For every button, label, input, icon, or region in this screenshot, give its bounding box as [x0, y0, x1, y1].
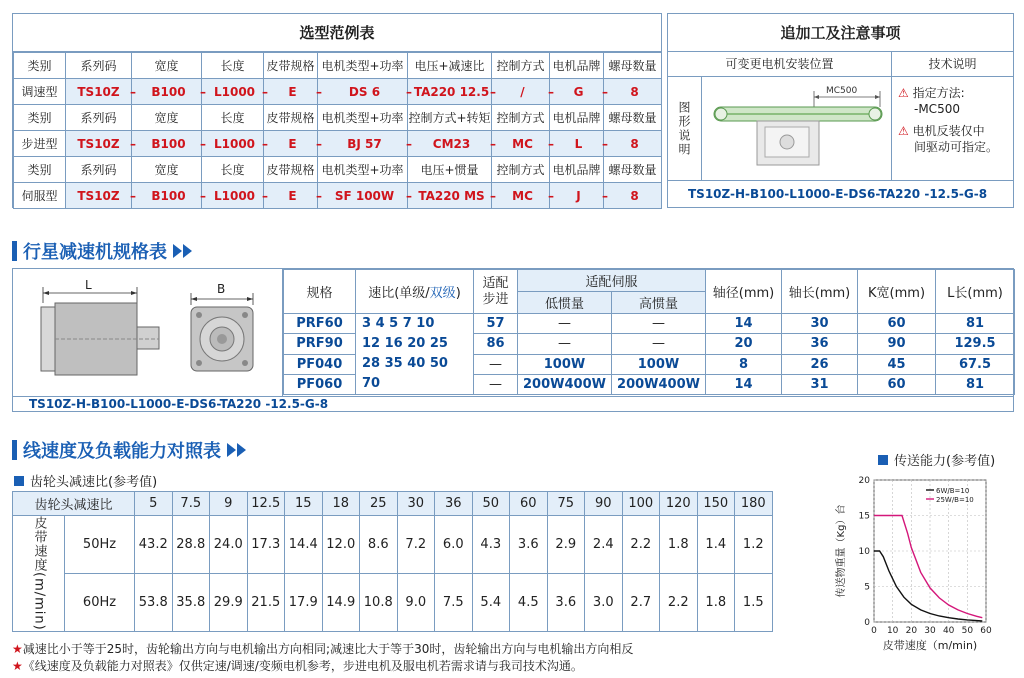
sel-value-cell — [202, 131, 264, 157]
ratio-header: 18 — [322, 492, 360, 516]
extra-vlabel: 图形说明 — [668, 77, 702, 180]
sel-dash: – — [200, 188, 206, 203]
row-d: 8 — [706, 354, 782, 374]
sel-value: TS10Z — [77, 188, 120, 203]
sel-value: E — [288, 84, 297, 99]
speed-section-header — [12, 437, 247, 463]
sel-value: BJ 57 — [347, 136, 382, 151]
sel-value: DS 6 — [348, 84, 381, 99]
sel-value: B100 — [151, 136, 186, 151]
speed-cell: 1.8 — [697, 573, 735, 631]
ratio-header: 50 — [472, 492, 510, 516]
star-icon: ★ — [12, 642, 23, 656]
sel-header-cell: 长度 — [202, 157, 264, 183]
footnote-1: ★减速比小于等于25时，齿轮输出方向与电机输出方向相同;减速比大于等于30时，齿轮输出方向与电机输出方向相反 — [12, 642, 634, 656]
speed-cell: 1.2 — [735, 516, 773, 574]
planetary-section-header — [12, 238, 193, 264]
extra-col-mount: 可变更电机安装位置 — [668, 52, 892, 76]
x-tick-label: 50 — [961, 626, 974, 636]
speed-cell: 10.8 — [360, 573, 398, 631]
footnote-2: ★《线速度及负载能力对照表》仅供定速/调速/变频电机参考，步进电机及服电机若需求请与我司技术沟通。 — [12, 659, 583, 673]
row-high: — — [612, 314, 706, 334]
h-l: L长(mm) — [936, 270, 1015, 314]
speed-cell: 3.6 — [547, 573, 585, 631]
note2-b: 间驱动可指定。 — [914, 140, 999, 154]
ratio-header: 9 — [210, 492, 248, 516]
sel-value-cell — [202, 183, 264, 209]
row-step: 86 — [474, 334, 518, 354]
sel-value-cell — [132, 131, 202, 157]
x-tick-label: 60 — [980, 626, 992, 636]
speed-cell: 35.8 — [172, 573, 210, 631]
conveyor-diagram — [702, 77, 892, 180]
row-spec: PF060 — [284, 374, 356, 394]
sel-header-cell: 皮带规格 — [264, 53, 318, 79]
row-l: 36 — [782, 334, 858, 354]
sel-dash: – — [602, 136, 608, 151]
speed-section-title: 线速度及负载能力对照表 — [23, 441, 221, 462]
sel-value-cell — [318, 131, 408, 157]
h-ratio: 速比(单级/双级) — [356, 270, 474, 314]
h-spec: 规格 — [284, 270, 356, 314]
sel-header-cell: 皮带规格 — [264, 105, 318, 131]
sel-header-cell: 电机类型+功率 — [318, 157, 408, 183]
sel-value-cell — [264, 183, 318, 209]
row-d: 20 — [706, 334, 782, 354]
side-label-text: 皮带速度(m/min) — [31, 516, 47, 631]
sel-header-cell: 电机品牌 — [550, 157, 604, 183]
row-spec: PF040 — [284, 354, 356, 374]
x-tick-label: 30 — [924, 626, 936, 636]
note2-a: 电机反装仅中 — [912, 124, 985, 138]
sel-value: L1000 — [213, 84, 256, 99]
speed-cell: 2.7 — [622, 573, 660, 631]
extra-processing-panel — [667, 13, 1014, 208]
sel-value-cell — [604, 79, 662, 105]
sel-header-cell: 电机品牌 — [550, 53, 604, 79]
sel-value: J — [576, 188, 581, 203]
double-arrow-icon — [173, 244, 193, 258]
sel-dash: – — [406, 84, 412, 99]
speed-cell: 2.2 — [660, 573, 698, 631]
sel-header-cell: 宽度 — [132, 157, 202, 183]
h-servo: 适配伺服 — [518, 270, 706, 292]
sel-header-cell: 电机品牌 — [550, 105, 604, 131]
sel-header-cell: 螺母数量 — [604, 105, 662, 131]
speed-cell: 12.0 — [322, 516, 360, 574]
sel-header-cell: 类别 — [14, 157, 66, 183]
ratio-header: 36 — [435, 492, 473, 516]
sel-header-cell: 系列码 — [66, 157, 132, 183]
sel-dash: – — [406, 188, 412, 203]
sel-header-cell: 控制方式+转矩 — [408, 105, 492, 131]
planetary-code: TS10Z-H-B100-L1000-E-DS6-TA220 -12.5-G-8 — [13, 396, 1013, 412]
speed-cell: 17.9 — [285, 573, 323, 631]
sel-value-cell — [132, 79, 202, 105]
speed-cell: 1.4 — [697, 516, 735, 574]
sel-value-cell — [550, 79, 604, 105]
sel-value-cell — [202, 79, 264, 105]
speed-cell: 4.3 — [472, 516, 510, 574]
sel-value: B100 — [151, 188, 186, 203]
sel-dash: – — [490, 188, 496, 203]
sel-value-cell — [318, 183, 408, 209]
speed-cell: 28.8 — [172, 516, 210, 574]
row-L: 129.5 — [936, 334, 1015, 354]
speed-table — [12, 491, 773, 632]
speed-cell: 2.9 — [547, 516, 585, 574]
h-k: K宽(mm) — [858, 270, 936, 314]
row-high: 200W400W — [612, 374, 706, 394]
h-high: 高惯量 — [612, 292, 706, 314]
row-k: 90 — [858, 334, 936, 354]
h-shaft-d: 轴径(mm) — [706, 270, 782, 314]
sel-header-cell: 长度 — [202, 53, 264, 79]
sel-value-cell — [132, 183, 202, 209]
warning-icon: ⚠ — [898, 86, 909, 100]
sel-value-cell — [492, 131, 550, 157]
row-k: 60 — [858, 314, 936, 334]
belt-speed-label — [13, 516, 65, 632]
sel-value-cell — [604, 131, 662, 157]
sel-dash: – — [602, 84, 608, 99]
ratio-header: 5 — [135, 492, 173, 516]
sel-value: / — [520, 84, 525, 99]
row-d: 14 — [706, 374, 782, 394]
speed-cell: 5.4 — [472, 573, 510, 631]
sel-header-cell: 电机类型+功率 — [318, 53, 408, 79]
row-step: — — [474, 374, 518, 394]
sel-dash: – — [548, 84, 554, 99]
sel-value: L1000 — [213, 188, 256, 203]
ratio-header: 30 — [397, 492, 435, 516]
sel-dash: – — [548, 188, 554, 203]
row-step: — — [474, 354, 518, 374]
speed-sub-title: 齿轮头减速比(参考值) — [30, 475, 158, 490]
speed-cell: 7.5 — [435, 573, 473, 631]
sel-value-cell — [318, 79, 408, 105]
row-L: 81 — [936, 314, 1015, 334]
sel-value-cell — [550, 131, 604, 157]
dim-B-label: B — [217, 282, 226, 296]
sel-category: 步进型 — [14, 131, 66, 157]
y-tick-label: 15 — [858, 511, 870, 522]
speed-cell: 6.0 — [435, 516, 473, 574]
sel-header-cell: 宽度 — [132, 105, 202, 131]
sel-header-cell: 控制方式 — [492, 53, 550, 79]
sel-value-cell — [408, 131, 492, 157]
sel-dash: – — [316, 136, 322, 151]
x-axis-label: 皮带速度（m/min) — [882, 639, 978, 652]
selection-title: 选型范例表 — [13, 14, 661, 52]
sel-dash: – — [316, 84, 322, 99]
sel-dash: – — [130, 136, 136, 151]
speed-cell: 4.5 — [510, 573, 548, 631]
dim-L-label: L — [85, 278, 92, 292]
sel-category: 伺服型 — [14, 183, 66, 209]
sel-header-cell: 类别 — [14, 105, 66, 131]
sel-value-cell — [604, 183, 662, 209]
speed-cell: 2.4 — [585, 516, 623, 574]
sel-value: TS10Z — [77, 136, 120, 151]
sel-header-cell: 长度 — [202, 105, 264, 131]
row-low: — — [518, 334, 612, 354]
sel-value-cell — [264, 79, 318, 105]
hz-50: 50Hz — [65, 516, 135, 574]
sel-value: 8 — [630, 136, 639, 151]
sel-dash: – — [130, 84, 136, 99]
square-bullet-icon — [878, 455, 888, 465]
sel-dash: – — [490, 136, 496, 151]
sel-dash: – — [406, 136, 412, 151]
sel-value: MC — [512, 188, 533, 203]
sel-header-cell: 电压+减速比 — [408, 53, 492, 79]
x-tick-label: 40 — [942, 626, 955, 636]
ratio-list: 3 4 5 7 10 12 16 20 25 28 35 40 50 70 — [356, 314, 474, 395]
row-spec: PRF90 — [284, 334, 356, 354]
sel-value: E — [288, 136, 297, 151]
h-low: 低惯量 — [518, 292, 612, 314]
h-gear-ratio: 齿轮头减速比 — [13, 492, 135, 516]
speed-cell: 3.6 — [510, 516, 548, 574]
sel-value-cell — [66, 131, 132, 157]
sel-dash: – — [130, 188, 136, 203]
legend-entry: 6W/B=10 — [936, 487, 970, 495]
sel-value: 8 — [630, 84, 639, 99]
speed-cell: 9.0 — [397, 573, 435, 631]
speed-cell: 1.5 — [735, 573, 773, 631]
sel-header-cell: 皮带规格 — [264, 157, 318, 183]
hz-60: 60Hz — [65, 573, 135, 631]
selection-table — [13, 52, 662, 209]
planetary-section-title: 行星减速机规格表 — [23, 242, 167, 263]
sel-value: L1000 — [213, 136, 256, 151]
planetary-table — [283, 269, 1015, 395]
dim-mc500: MC500 — [826, 86, 858, 96]
row-k: 60 — [858, 374, 936, 394]
sel-value: SF 100W — [334, 188, 395, 203]
y-tick-label: 20 — [858, 476, 870, 486]
note1-a: 指定方法: — [912, 86, 965, 100]
sel-dash: – — [200, 136, 206, 151]
speed-cell: 14.9 — [322, 573, 360, 631]
sel-dash: – — [200, 84, 206, 99]
row-low: 100W — [518, 354, 612, 374]
speed-cell: 2.2 — [622, 516, 660, 574]
reducer-drawing — [13, 269, 283, 396]
sel-header-cell: 系列码 — [66, 105, 132, 131]
speed-cell: 1.8 — [660, 516, 698, 574]
extra-code: TS10Z-H-B100-L1000-E-DS6-TA220 -12.5-G-8 — [688, 187, 988, 201]
h-step: 适配 步进 — [474, 270, 518, 314]
sel-dash: – — [548, 136, 554, 151]
double-arrow-icon — [227, 443, 247, 457]
sel-value: MC — [512, 136, 533, 151]
sel-dash: – — [602, 188, 608, 203]
sel-value-cell — [264, 131, 318, 157]
extra-title: 追加工及注意事项 — [668, 14, 1013, 52]
extra-col-tech: 技术说明 — [928, 57, 977, 71]
sel-header-cell: 电机类型+功率 — [318, 105, 408, 131]
row-step: 57 — [474, 314, 518, 334]
legend-entry: 25W/B=10 — [936, 496, 974, 504]
warning-icon: ⚠ — [898, 124, 909, 138]
ratio-header: 25 — [360, 492, 398, 516]
y-tick-label: 5 — [864, 582, 870, 593]
ratio-header: 120 — [660, 492, 698, 516]
sel-header-cell: 控制方式 — [492, 157, 550, 183]
speed-cell: 29.9 — [210, 573, 248, 631]
speed-subheader — [14, 471, 157, 490]
ratio-header: 15 — [285, 492, 323, 516]
sel-value-cell — [492, 79, 550, 105]
sel-dash: – — [262, 136, 268, 151]
row-k: 45 — [858, 354, 936, 374]
ratio-header: 75 — [547, 492, 585, 516]
speed-cell: 24.0 — [210, 516, 248, 574]
row-l: 26 — [782, 354, 858, 374]
planetary-panel — [12, 268, 1014, 412]
chart-title: 传送能力(参考值) — [878, 450, 995, 469]
sel-value-cell — [408, 79, 492, 105]
y-tick-label: 0 — [864, 618, 870, 628]
row-l: 31 — [782, 374, 858, 394]
x-tick-label: 0 — [871, 626, 877, 636]
sel-value: TA220 MS — [418, 188, 485, 203]
speed-cell: 17.3 — [247, 516, 285, 574]
sel-value: TA220 12.5 — [413, 84, 490, 99]
sel-value: L — [574, 136, 583, 151]
row-low: 200W400W — [518, 374, 612, 394]
speed-cell: 8.6 — [360, 516, 398, 574]
row-l: 30 — [782, 314, 858, 334]
sel-header-cell: 螺母数量 — [604, 157, 662, 183]
sel-value: TS10Z — [77, 84, 120, 99]
sel-value-cell — [66, 183, 132, 209]
sel-value: E — [288, 188, 297, 203]
x-tick-label: 10 — [886, 626, 899, 636]
sel-header-cell: 类别 — [14, 53, 66, 79]
row-d: 14 — [706, 314, 782, 334]
row-low: — — [518, 314, 612, 334]
speed-cell: 21.5 — [247, 573, 285, 631]
row-spec: PRF60 — [284, 314, 356, 334]
row-L: 67.5 — [936, 354, 1015, 374]
square-bullet-icon — [14, 476, 24, 486]
ratio-header: 60 — [510, 492, 548, 516]
ratio-header: 100 — [622, 492, 660, 516]
ratio-header: 90 — [585, 492, 623, 516]
sel-header-cell: 螺母数量 — [604, 53, 662, 79]
speed-cell: 53.8 — [135, 573, 173, 631]
h-shaft-l: 轴长(mm) — [782, 270, 858, 314]
sel-value-cell — [492, 183, 550, 209]
sel-value: 8 — [630, 188, 639, 203]
sel-header-cell: 控制方式 — [492, 105, 550, 131]
sel-value-cell — [550, 183, 604, 209]
sel-category: 调速型 — [14, 79, 66, 105]
row-high: 100W — [612, 354, 706, 374]
sel-value: G — [573, 84, 584, 99]
sel-value: CM23 — [432, 136, 471, 151]
sel-dash: – — [490, 84, 496, 99]
ratio-header: 12.5 — [247, 492, 285, 516]
ratio-header: 150 — [697, 492, 735, 516]
extra-notes — [892, 77, 1013, 180]
speed-cell: 3.0 — [585, 573, 623, 631]
sel-value: B100 — [151, 84, 186, 99]
sel-header-cell: 电压+惯量 — [408, 157, 492, 183]
ratio-header: 180 — [735, 492, 773, 516]
series-line-2 — [874, 516, 982, 618]
sel-header-cell: 宽度 — [132, 53, 202, 79]
sel-dash: – — [262, 188, 268, 203]
sel-header-cell: 系列码 — [66, 53, 132, 79]
ratio-header: 7.5 — [172, 492, 210, 516]
note1-b: -MC500 — [914, 102, 960, 116]
y-axis-label: 传送物重量（Kg）台 — [836, 504, 847, 598]
selection-table-panel — [12, 13, 662, 208]
sel-dash: – — [316, 188, 322, 203]
sel-value-cell — [408, 183, 492, 209]
y-tick-label: 10 — [858, 547, 870, 557]
sel-dash: – — [262, 84, 268, 99]
sel-value-cell — [66, 79, 132, 105]
x-tick-label: 20 — [905, 626, 918, 636]
transport-capacity-chart — [826, 466, 1018, 666]
speed-cell: 43.2 — [135, 516, 173, 574]
row-L: 81 — [936, 374, 1015, 394]
speed-cell: 7.2 — [397, 516, 435, 574]
speed-cell: 14.4 — [285, 516, 323, 574]
star-icon: ★ — [12, 659, 23, 673]
row-high: — — [612, 334, 706, 354]
